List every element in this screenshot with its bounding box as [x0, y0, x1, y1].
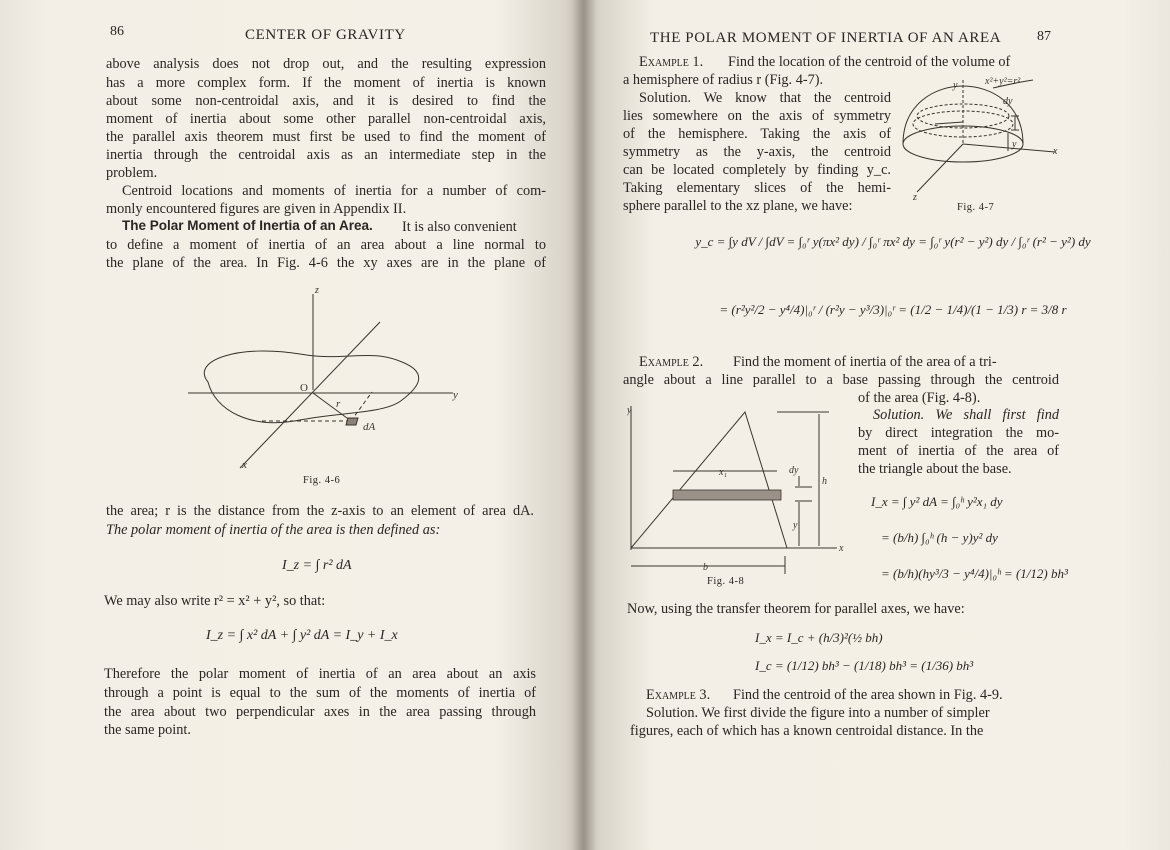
- text-line: of the hemisphere. Taking the axis of: [623, 126, 891, 142]
- text-line: monly encountered figures are given in Appendix II.: [106, 201, 407, 217]
- text-line: the area about two perpendicular axes in the area passing through: [104, 704, 536, 720]
- text-line: The polar moment of inertia of the area is then defined as:: [106, 522, 441, 538]
- text-line: Solution. We first divide the figure into a number of simpler: [646, 705, 990, 721]
- figure-caption: Fig. 4-7: [957, 202, 995, 213]
- text-line: inertia through the centroidal axis as an intermediate step in the: [106, 147, 546, 163]
- text-line: ment of inertia of the area of: [858, 443, 1059, 459]
- equation: = (r²y²/2 − y⁴/4)|₀ʳ / (r²y − y³/3)|₀ʳ = (1/2 − 1/4)/(1 − 1/3) r = 3/8 r: [719, 302, 1067, 317]
- text-line: about some non-centroidal axis, and it is desired to find the: [106, 93, 546, 109]
- text-line: Solution. We know that the centroid: [639, 90, 891, 106]
- text-line: has a more complex form. If the moment of inertia is known: [106, 75, 546, 91]
- fig-label: y: [953, 80, 958, 91]
- text-line: the same point.: [104, 722, 191, 738]
- text-line: the triangle about the base.: [858, 461, 1012, 477]
- equation: I_x = ∫ y² dA = ∫₀ʰ y²x₁ dy: [871, 494, 1003, 509]
- text-line: Centroid locations and moments of inertia for a number of com-: [122, 183, 546, 199]
- text-line: a hemisphere of radius r (Fig. 4-7).: [623, 72, 824, 88]
- page-number: 86: [110, 24, 124, 39]
- equation: I_z = ∫ r² dA: [282, 558, 352, 573]
- figure-4-6: [170, 282, 470, 482]
- example-label: Example 1.: [639, 54, 704, 70]
- fig-label: b: [703, 562, 708, 573]
- dy-strip: [673, 490, 781, 500]
- text-line: Therefore the polar moment of inertia of an area about an axis: [104, 666, 536, 682]
- fig-label: r: [336, 398, 341, 410]
- fig-label: y: [627, 405, 632, 416]
- running-head: CENTER OF GRAVITY: [245, 27, 406, 43]
- area-outline: [204, 351, 418, 423]
- text-line: the plane of the area. In Fig. 4-6 the xy axes are in the plane of: [106, 255, 546, 271]
- fig-label: z: [913, 192, 917, 203]
- equation: y_c = ∫y dV / ∫dV = ∫₀ʳ y(πx² dy) / ∫₀ʳ πx² dy = ∫₀ʳ y(r² − y²) dy / ∫₀ʳ (r² − y²) dy: [695, 234, 1091, 249]
- text-line: through a point is equal to the sum of the moments of inertia of: [104, 685, 536, 701]
- fig-label: y: [453, 389, 458, 401]
- da-element: [346, 418, 358, 425]
- text-line: moment of inertia about some other parallel non-centroidal axis,: [106, 111, 546, 127]
- text-line: angle about a line parallel to a base passing through the centroid: [623, 372, 1059, 388]
- text-line: problem.: [106, 165, 158, 181]
- example-label: Example 2.: [639, 354, 704, 370]
- figure-4-8: [627, 400, 852, 595]
- section-heading: The Polar Moment of Inertia of an Area.: [122, 218, 373, 233]
- text-line: figures, each of which has a known centroidal distance. In the: [630, 723, 984, 739]
- text-line: We may also write r² = x² + y², so that:: [104, 593, 326, 609]
- equation: = (b/h)(hy³/3 − y⁴/4)|₀ʰ = (1/12) bh³: [881, 566, 1068, 581]
- text-line: can be located completely by finding y_c.: [623, 162, 891, 178]
- text-line: symmetry as the y-axis, the centroid: [623, 144, 891, 160]
- fig-label: x: [839, 543, 844, 554]
- triangle-outline: [631, 412, 787, 548]
- text-line: Find the centroid of the area shown in Fig. 4-9.: [733, 687, 1003, 703]
- text-line: sphere parallel to the xz plane, we have:: [623, 198, 853, 214]
- slice-ellipse: [913, 111, 1013, 137]
- text-line: lies somewhere on the axis of symmetry: [623, 108, 891, 124]
- text-line: Find the location of the centroid of the volume of: [728, 54, 1011, 70]
- text-line: the parallel axis theorem must first be used to find the moment of: [106, 129, 546, 145]
- equation: I_z = ∫ x² dA + ∫ y² dA = I_y + I_x: [206, 628, 398, 643]
- text-line: Find the moment of inertia of the area of a tri-: [733, 354, 997, 370]
- fig-label: y: [793, 520, 798, 531]
- text-line: the area; r is the distance from the z-axis to an element of area dA.: [106, 503, 534, 519]
- z-axis: [917, 144, 963, 192]
- r-line: [935, 122, 963, 124]
- equation: I_x = I_c + (h/3)²(½ bh): [755, 630, 883, 645]
- fig-label: dy: [789, 465, 799, 476]
- x-axis: [240, 322, 380, 468]
- fig-label: O: [300, 382, 308, 394]
- fig-label: y: [1012, 139, 1017, 150]
- fig-label: h: [822, 476, 827, 487]
- left-page: [0, 0, 583, 850]
- figure-4-7: [895, 74, 1065, 204]
- text-line: above analysis does not drop out, and the resulting expression: [106, 56, 546, 72]
- fig-label: x: [242, 459, 247, 471]
- book-gutter: [572, 0, 596, 850]
- page-number: 87: [1037, 29, 1051, 44]
- x-axis: [963, 144, 1055, 152]
- equation: I_c = (1/12) bh³ − (1/18) bh³ = (1/36) bh³: [755, 658, 974, 673]
- fig-label: dA: [363, 421, 376, 433]
- figure-caption: Fig. 4-8: [707, 576, 745, 587]
- fig-label: x²+y²=r²: [985, 76, 1021, 87]
- text-line: Now, using the transfer theorem for parallel axes, we have:: [627, 601, 965, 617]
- fig-label: x: [1053, 146, 1058, 157]
- dash-line: [351, 392, 372, 421]
- fig-label: dy: [1003, 96, 1013, 107]
- text-line: Taking elementary slices of the hemi-: [623, 180, 891, 196]
- equation: = (b/h) ∫₀ʰ (h − y)y² dy: [881, 530, 998, 545]
- text-line: It is also convenient: [402, 219, 517, 235]
- example-label: Example 3.: [646, 687, 711, 703]
- fig-label: z: [315, 285, 319, 296]
- fig-label: x₁: [719, 467, 727, 478]
- text-line: by direct integration the mo-: [858, 425, 1059, 441]
- text-line: to define a moment of inertia of an area about a line normal to: [106, 237, 546, 253]
- text-line: of the area (Fig. 4-8).: [858, 390, 981, 406]
- text-line: Solution. We shall first find: [873, 407, 1059, 423]
- right-page: [583, 0, 1170, 850]
- figure-caption: Fig. 4-6: [303, 475, 341, 486]
- running-head: THE POLAR MOMENT OF INERTIA OF AN AREA: [650, 30, 1002, 46]
